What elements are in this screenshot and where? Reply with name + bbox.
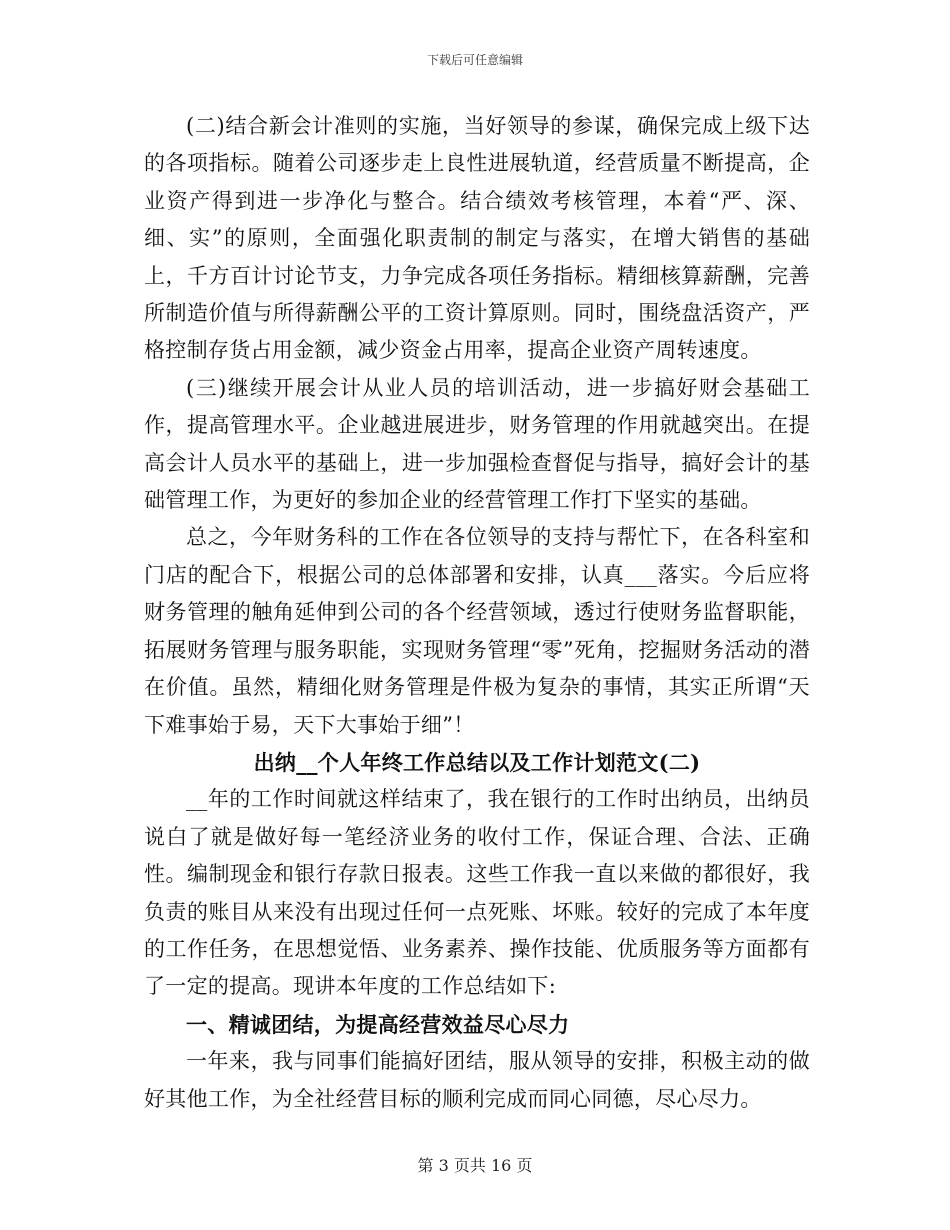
document-body [144, 108, 810, 1118]
paragraph-3: (三)继续开展会计从业人员的培训活动，进一步搞好财会基础工作，提高管理水平。企业越进展进步，财务管理的作用就越突出。在提高会计人员水平的基础上，进一步加强检查督促与指导，搞好会计的基础管理工作，为更好的参加企业的经营管理工作打下坚实的基础。 [144, 375, 810, 513]
paragraph-unity: 一年来，我与同事们能搞好团结，服从领导的安排，积极主动的做好其他工作，为全社经营目标的顺利完成而同心同德，尽心尽力。 [144, 1049, 810, 1111]
section-title: 出纳__个人年终工作总结以及工作计划范文(二) [253, 749, 701, 775]
paragraph-intro: __年的工作时间就这样结束了，我在银行的工作时出纳员，出纳员说白了就是做好每一笔经济业务的收付工作，保证合理、合法、正确性。编制现金和银行存款日报表。这些工作我一直以来做的都很好，我负责的账目从来没有出现过任何一点死账、坏账。较好的完成了本年度的工作任务，在思想觉悟、业务素养、操作技能、优质服务等方面都有了一定的提高。现讲本年度的工作总结如下: [144, 787, 810, 999]
page-header: 下载后可任意编辑 [426, 53, 523, 67]
page-number: 第 3 页共 16 页 [417, 1156, 533, 1175]
paragraph-2: (二)结合新会计准则的实施，当好领导的参谋，确保完成上级下达的各项指标。随着公司逐步走上良性进展轨道，经营质量不断提高，企业资产得到进一步净化与整合。结合绩效考核管理，本着“严、深、细、实”的原则，全面强化职责制的制定与落实，在增大销售的基础上，千方百计讨论节支，力争完成各项任务指标。精细核算薪酬，完善所制造价值与所得薪酬公平的工资计算原则。同时，围绕盘活资产，严格控制存货占用金额，减少资金占用率，提高企业资产周转速度。 [144, 114, 810, 363]
section-heading-1: 一、精诚团结，为提高经营效益尽心尽力 [186, 1011, 570, 1037]
paragraph-summary: 总之，今年财务科的工作在各位领导的支持与帮忙下，在各科室和门店的配合下，根据公司的总体部署和安排，认真___落实。今后应将财务管理的触角延伸到公司的各个经营领域，透过行使财务监督职能，拓展财务管理与服务职能，实现财务管理“零”死角，挖掘财务活动的潜在价值。虽然，精细化财务管理是件极为复杂的事情，其实正所谓“天下难事始于易，天下大事始于细”！ [144, 525, 810, 737]
